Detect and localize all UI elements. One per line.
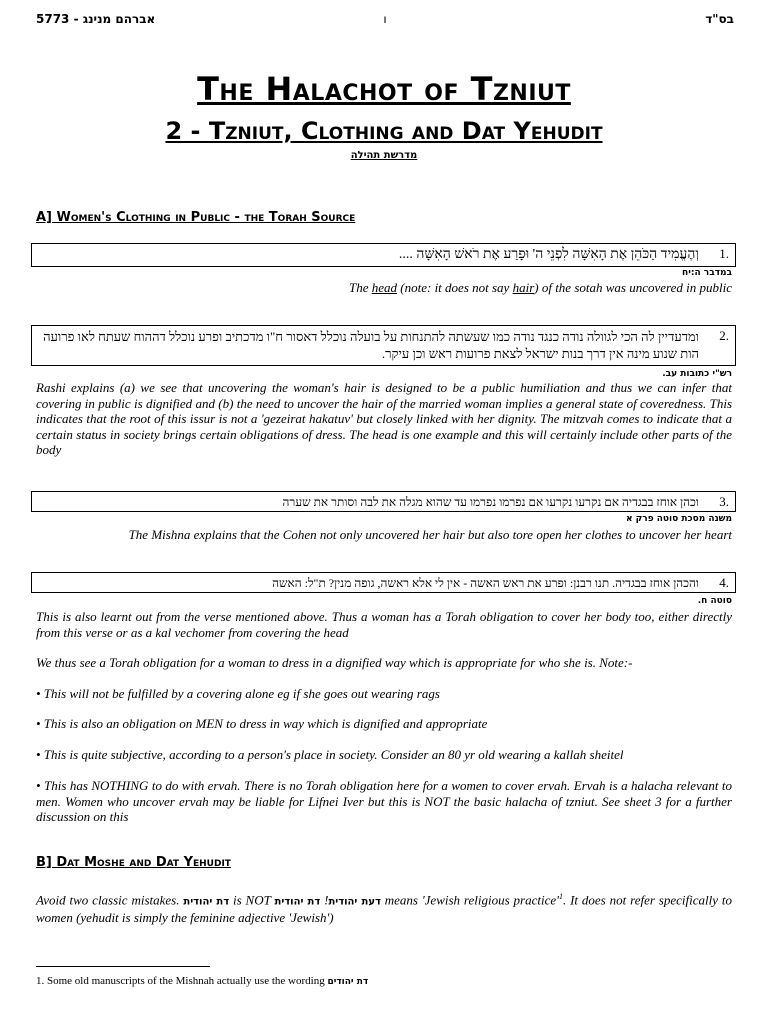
header-besiyata-dishmaya: בס"ד (705, 12, 734, 26)
source-citation: משנה מסכת סוטה פרק א (625, 514, 732, 524)
source-commentary: Rashi explains (a) we see that uncovering the woman's hair is designed to be a public humiliation and thus we can infer that covering in public is dignified and (b) the need to uncover the hair of the married woman implies a general state of coveredness. This indicates that the root of this issur is not a 'gezeirat hakatuv' but closely linked with her dignity. The mitzvah comes to indicate that a certain status in society brings certain obligations of dress. The head is one example and this will certainly include other parts of the body (36, 380, 732, 457)
source-number: 1. (719, 246, 729, 261)
hebrew-term: דת יהודית (274, 896, 321, 908)
source-citation: רש"י כתובות עב. (662, 369, 732, 379)
section-b-title: B] Dat Moshe and Dat Yehudit (36, 855, 231, 870)
source-box-3 (31, 491, 736, 512)
source-commentary: The Mishna explains that the Cohen not only uncovered her hair but also tore open her clothes to uncover her heart (128, 527, 732, 542)
commentary-text: (note: it does not say (397, 280, 513, 295)
commentary-text: ) of the sotah was uncovered in public (534, 280, 732, 295)
paragraph-text: Avoid two classic mistakes. (36, 892, 184, 908)
footnote-text: 1. Some old manuscripts of the Mishnah actually use the wording (36, 975, 328, 987)
commentary-underlined: hair (512, 280, 535, 295)
commentary-text: The (349, 280, 372, 295)
source-hebrew-text: ומדעדיין לה הכי לגוולה נודה כנגד נודה כמו שעשתה להתנחות על בועלה נוכלל דאסור ח"ו מדכתיב ופרע נוכלל דההוח שעתח לאו פרועה הות שנוע מינה אין דרך בנות ישראל לצאת פרועות ראש וכן עיקר. (43, 329, 699, 361)
footnote-marker[interactable]: 1 (558, 892, 563, 901)
bullet-item: • This has NOTHING to do with ervah. There is no Torah obligation here for a women to cover ervah. Ervah is a halacha relevant to men. Women who uncover ervah may be liable for Lifnei Iver but this is NOT the basic halacha of tzniut. See sheet 3 for a further discussion on this (36, 778, 732, 824)
footnote (36, 975, 368, 987)
page-subtitle: 2 - Tzniut, Clothing and Dat Yehudit (165, 117, 603, 145)
paragraph-text: ! (320, 892, 329, 908)
source-number: 2. (719, 328, 729, 343)
source-hebrew-text: וכהן אוחז בבגדיה אם נקרעו נקרעו אם נפרמו נפרמו עד שהוא מגלה את לבה וסותר את שערה (282, 495, 699, 509)
source-citation: סוטה ח. (697, 596, 732, 606)
source-number: 4. (719, 575, 729, 590)
institution-name: מדרשת תהילה (350, 150, 418, 161)
source-box-1 (31, 243, 736, 267)
source-commentary: This is also learnt out from the verse mentioned above. Thus a woman has a Torah obligation to cover her body too, either directly from this verse or as a kal vechomer from covering the head (36, 609, 732, 640)
source-number: 3. (719, 494, 729, 509)
source-box-4 (31, 572, 736, 593)
header-page-number: ו (383, 12, 387, 26)
hebrew-term: דת יהודית (183, 896, 230, 908)
footnote-separator (36, 966, 210, 967)
page-header (36, 12, 734, 30)
section-b-heading (36, 855, 231, 870)
paragraph-text: is NOT (229, 892, 275, 908)
bullet-item: • This is also an obligation on MEN to dress in way which is dignified and appropriate (36, 716, 488, 731)
bullet-item: • This is quite subjective, according to a person's place in society. Consider an 80 yr old wearing a kallah sheitel (36, 747, 624, 762)
dat-yehudit-paragraph (36, 889, 732, 925)
commentary-underlined: head (371, 280, 398, 295)
header-author: 5773 - אברהם מנינג (36, 12, 156, 26)
source-hebrew-text: והכהן אוחז בבגדיה. תנו רבנן: ופרע את ראש האשה - אין לי אלא ראשה, גופה מנין? ת"ל: האשה (272, 576, 699, 590)
hebrew-term: דעת יהודית (328, 896, 381, 908)
source-hebrew-text: וְהֶעֱמִיד הַכֹּהֵן אֶת הָאִשָּׁה לִפְנֵי ה' וּפָרַע אֶת רֹאשׁ הָאִשָּׁה .... (398, 247, 699, 262)
paragraph-text: means 'Jewish religious practice' (380, 892, 559, 908)
section-a-title: A] Women's Clothing in Public - the Torah Source (36, 210, 356, 225)
source-commentary (349, 280, 732, 296)
source-citation: במדבר ה:יח (682, 268, 732, 278)
source-box-2 (31, 325, 736, 366)
obligation-paragraph: We thus see a Torah obligation for a woman to dress in a dignified way which is appropriate for who she is. Note:- (36, 655, 633, 670)
bullet-item: • This will not be fulfilled by a covering alone eg if she goes out wearing rags (36, 686, 440, 701)
section-a-heading (36, 210, 355, 225)
page-title: The Halachot of Tzniut (197, 70, 571, 108)
paragraph-text: . It does not refer specifically to women (yehudit is simply the feminine adjective 'Jewish') (36, 892, 733, 925)
footnote-hebrew: דת יהודים (327, 977, 369, 987)
